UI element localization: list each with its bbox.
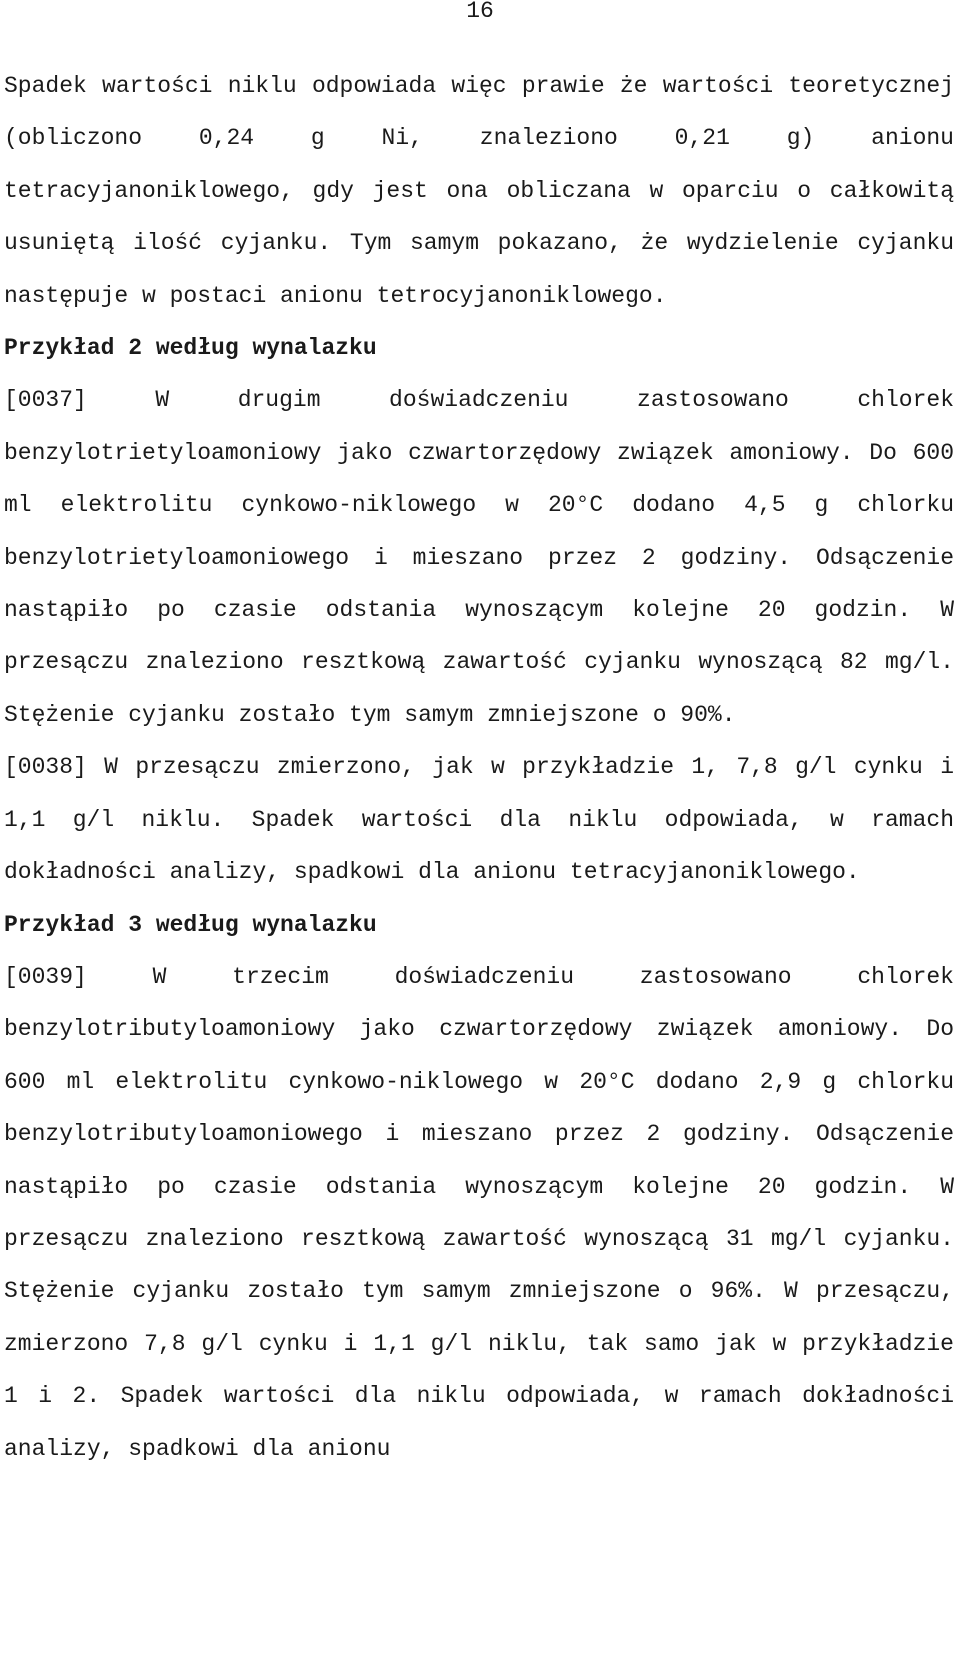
paragraph-ref-0037: [0037]	[4, 387, 87, 414]
paragraph-text-0039: W trzecim doświadczeniu zastosowano chlorek benzylotributyloamoniowy jako czwartorzędowy związek amoniowy. Do 600 ml elektrolitu cynkowo-niklowego w 20°C dodano 2,9 g chlorku benzylotributyloamoniowego i mieszano przez 2 godziny. Odsączenie nastąpiło po czasie odstania wynoszącym kolejne 20 godzin. W przesączu znaleziono resztkową zawartość wynoszącą 31 mg/l cyjanku. Stężenie cyjanku zostało tym samym zmniejszone o 96%. W przesączu, zmierzono 7,8 g/l cynku i 1,1 g/l niklu, tak samo jak w przykładzie 1 i 2. Spadek wartości dla niklu odpowiada, w ramach dokładności analizy, spadkowi dla anionu	[4, 963, 954, 1462]
paragraph-ref-0038: [0038]	[4, 754, 87, 781]
page-number: 16	[466, 0, 494, 24]
paragraph-0038	[4, 741, 954, 898]
heading-example-2: Przykład 2 według wynalazku	[4, 335, 377, 362]
document-body	[4, 60, 954, 1475]
paragraph-text-0037: W drugim doświadczeniu zastosowano chlorek benzylotrietyloamoniowy jako czwartorzędowy związek amoniowy. Do 600 ml elektrolitu cynkowo-niklowego w 20°C dodano 4,5 g chlorku benzylotrietyloamoniowego i mieszano przez 2 godziny. Odsączenie nastąpiło po czasie odstania wynoszącym kolejne 20 godzin. W przesączu znaleziono resztkową zawartość cyjanku wynoszącą 82 mg/l. Stężenie cyjanku zostało tym samym zmniejszone o 90%.	[4, 387, 954, 728]
paragraph-0039	[4, 951, 954, 1475]
heading-example-3: Przykład 3 według wynalazku	[4, 911, 377, 938]
paragraph-ref-0039: [0039]	[4, 963, 87, 990]
paragraph-text-0038: W przesączu zmierzono, jak w przykładzie 1, 7,8 g/l cynku i 1,1 g/l niklu. Spadek wartości dla niklu odpowiada, w ramach dokładności analizy, spadkowi dla anionu tetracyjanoniklowego.	[4, 754, 954, 886]
paragraph-0037	[4, 374, 954, 741]
paragraph-nickel-decrease: Spadek wartości niklu odpowiada więc prawie że wartości teoretycznej (obliczono 0,24 g Ni, znaleziono 0,21 g) anionu tetracyjanoniklowego, gdy jest ona obliczana w oparciu o całkowitą usuniętą ilość cyjanku. Tym samym pokazano, że wydzielenie cyjanku następuje w postaci anionu tetrocyjanoniklowego.	[4, 73, 954, 309]
